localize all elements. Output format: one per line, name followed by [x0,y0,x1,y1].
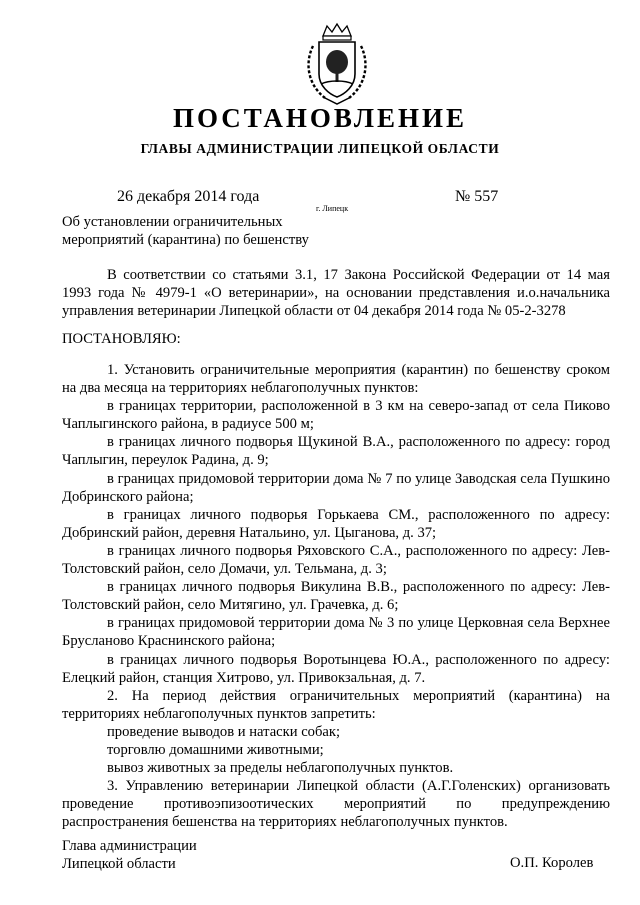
topic-line: мероприятий (карантина) по бешенству [62,232,309,248]
item-paragraph: в границах территории, расположенной в 3 км на северо-запад от села Пиково Чаплыгинского района, в радиусе 500 м; [62,398,610,433]
item-paragraph: 2. На период действия ограничительных мероприятий (карантина) на территориях неблагополучных пунктов запретить: [62,687,610,722]
document-date: 26 декабря 2014 года [117,188,260,205]
item-paragraph: в границах личного подворья Ряховского С.А., расположенного по адресу: Лев-Толстовский район, село Домачи, ул. Тельмана, д. 3; [62,542,610,578]
item-paragraph: 3. Управлению ветеринарии Липецкой области (А.Г.Голенских) организовать проведение противоэпизоотических мероприятий по предупреждению распространения бешенства на территориях неблагополучных пунктов. [62,778,610,831]
preamble-paragraph: В соответствии со статьями 3.1, 17 Закона Российской Федерации от 14 мая 1993 года № 4979-1 «О ветеринарии», на основании представления и.о.начальника управления ветеринарии Липецкой области от 04 декабря 2014 года № 05-2-3278 [62,267,610,320]
item-paragraph: в границах личного подворья Щукиной В.А., расположенного по адресу: город Чаплыгин, переулок Радина, д. 9; [62,434,610,469]
item-paragraph: 1. Установить ограничительные мероприятия (карантин) по бешенству сроком на два месяца на территориях неблагополучных пунктов: [62,362,610,397]
document-number: № 557 [455,188,499,205]
signature-position-line: Глава администрации [62,838,197,854]
coat-of-arms-emblem [301,22,373,106]
item-paragraph: в границах личного подворья Викулина В.В., расположенного по адресу: Лев-Толстовский район, село Митягино, ул. Грачевка, д. 6; [62,579,610,614]
preamble-block [62,266,610,320]
decree-word: ПОСТАНОВЛЯЮ: [62,331,181,347]
document-subtitle: ГЛАВЫ АДМИНИСТРАЦИИ ЛИПЕЦКОЙ ОБЛАСТИ [140,141,500,156]
item-paragraph: в границах личного подворья Воротынцева Ю.А., расположенного по адресу: Елецкий район, станция Хитрово, ул. Привокзальная, д. 7. [62,651,610,686]
topic-line: Об установлении ограничительных [62,214,283,230]
signature-position [62,837,197,873]
document-title: ПОСТАНОВЛЕНИЕ [172,103,468,133]
document-city: г. Липецк [316,204,349,213]
signatory-name: О.П. Королев [510,855,594,871]
item-paragraph: проведение выводов и натаски собак; [107,723,341,740]
item-paragraph: в границах личного подворья Горькаева СМ., расположенного по адресу: Добринский район, деревня Натальино, ул. Цыганова, д. 37; [62,506,610,541]
item-paragraph: в границах придомовой территории дома № 7 по улице Заводская села Пушкино Добринского района; [62,470,610,505]
decree-word-block [62,330,610,348]
item-paragraph: торговлю домашними животными; [107,741,324,758]
document-topic [62,213,309,249]
decree-items [62,361,610,831]
item-paragraph: вывоз животных за пределы неблагополучных пунктов. [107,760,454,777]
item-paragraph: в границах придомовой территории дома № 3 по улице Церковная села Верхнее Брусланово Краснинского района; [62,615,610,650]
signature-position-line: Липецкой области [62,856,176,872]
